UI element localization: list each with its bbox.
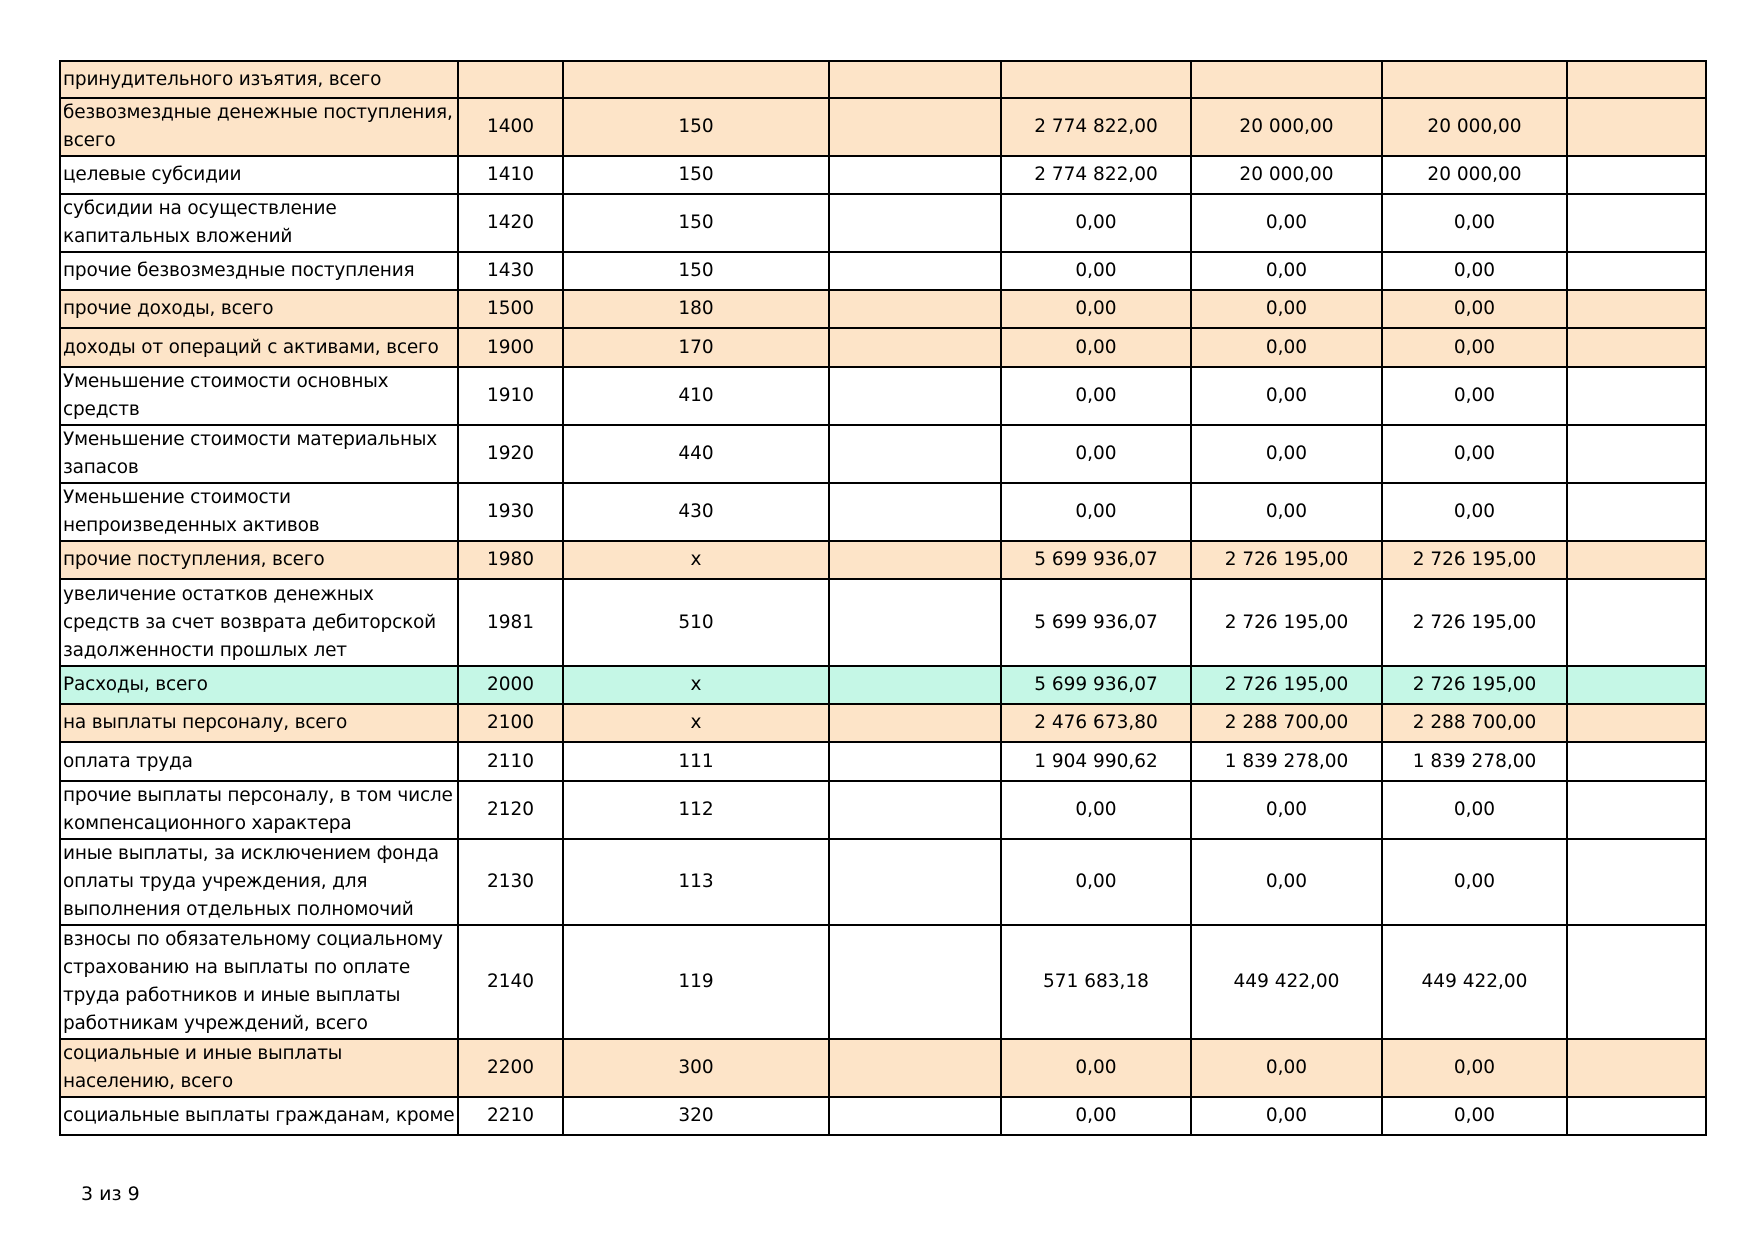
- table-row: [60, 541, 1706, 579]
- row-value-3-cell: 2 726 195,00: [1382, 579, 1567, 666]
- row-value-1-cell: 0,00: [1001, 194, 1191, 252]
- row-extra-cell: [829, 1097, 1001, 1135]
- table-row: [60, 290, 1706, 328]
- row-kosgu-cell: 150: [563, 194, 829, 252]
- row-kosgu-cell: 113: [563, 839, 829, 925]
- row-code-cell: 2000: [458, 666, 563, 704]
- row-extra-cell: [829, 367, 1001, 425]
- row-value-1-cell: 0,00: [1001, 252, 1191, 290]
- row-value-3-cell: 0,00: [1382, 367, 1567, 425]
- row-extra-cell: [829, 541, 1001, 579]
- row-last-cell: [1567, 1097, 1706, 1135]
- table-row: [60, 156, 1706, 194]
- table-row: [60, 1039, 1706, 1097]
- row-last-cell: [1567, 839, 1706, 925]
- row-value-2-cell: 2 288 700,00: [1191, 704, 1382, 742]
- row-value-1-cell: 0,00: [1001, 1097, 1191, 1135]
- row-last-cell: [1567, 666, 1706, 704]
- row-value-3-cell: 0,00: [1382, 1097, 1567, 1135]
- row-value-2-cell: 0,00: [1191, 483, 1382, 541]
- row-name-cell: прочие доходы, всего: [60, 290, 458, 328]
- row-value-3-cell: 449 422,00: [1382, 925, 1567, 1039]
- row-value-3-cell: 2 726 195,00: [1382, 666, 1567, 704]
- row-value-1-cell: 1 904 990,62: [1001, 742, 1191, 781]
- row-last-cell: [1567, 704, 1706, 742]
- row-name-cell: оплата труда: [60, 742, 458, 781]
- row-last-cell: [1567, 483, 1706, 541]
- row-value-3-cell: 2 288 700,00: [1382, 704, 1567, 742]
- row-name-cell: на выплаты персоналу, всего: [60, 704, 458, 742]
- row-last-cell: [1567, 156, 1706, 194]
- row-name-cell: прочие безвозмездные поступления: [60, 252, 458, 290]
- row-last-cell: [1567, 541, 1706, 579]
- row-value-1-cell: 0,00: [1001, 483, 1191, 541]
- row-value-3-cell: 0,00: [1382, 328, 1567, 367]
- table-row: [60, 925, 1706, 1039]
- table-row: [60, 61, 1706, 98]
- row-kosgu-cell: x: [563, 704, 829, 742]
- row-kosgu-cell: 150: [563, 252, 829, 290]
- row-name-cell: Уменьшение стоимости непроизведенных активов: [60, 483, 458, 541]
- page-number: 3 из 9: [81, 1183, 140, 1205]
- row-last-cell: [1567, 252, 1706, 290]
- row-value-2-cell: 0,00: [1191, 781, 1382, 839]
- table-row: [60, 425, 1706, 483]
- row-code-cell: 1980: [458, 541, 563, 579]
- row-extra-cell: [829, 666, 1001, 704]
- row-code-cell: 1500: [458, 290, 563, 328]
- row-name-cell: целевые субсидии: [60, 156, 458, 194]
- row-name-cell: прочие поступления, всего: [60, 541, 458, 579]
- row-extra-cell: [829, 98, 1001, 156]
- row-value-1-cell: 2 774 822,00: [1001, 156, 1191, 194]
- row-value-3-cell: 0,00: [1382, 1039, 1567, 1097]
- row-kosgu-cell: 300: [563, 1039, 829, 1097]
- row-name-cell: Уменьшение стоимости материальных запасов: [60, 425, 458, 483]
- row-value-2-cell: 0,00: [1191, 1039, 1382, 1097]
- row-code-cell: 1430: [458, 252, 563, 290]
- row-code-cell: 2200: [458, 1039, 563, 1097]
- row-value-3-cell: 2 726 195,00: [1382, 541, 1567, 579]
- row-code-cell: 2130: [458, 839, 563, 925]
- row-name-cell: иные выплаты, за исключением фонда оплаты труда учреждения, для выполнения отдельных полномочий: [60, 839, 458, 925]
- row-last-cell: [1567, 425, 1706, 483]
- row-extra-cell: [829, 839, 1001, 925]
- row-extra-cell: [829, 579, 1001, 666]
- row-code-cell: 1900: [458, 328, 563, 367]
- row-value-3-cell: 0,00: [1382, 839, 1567, 925]
- row-value-2-cell: [1191, 61, 1382, 98]
- row-code-cell: 1400: [458, 98, 563, 156]
- row-code-cell: 1420: [458, 194, 563, 252]
- row-last-cell: [1567, 328, 1706, 367]
- row-value-2-cell: 2 726 195,00: [1191, 541, 1382, 579]
- row-value-2-cell: 0,00: [1191, 367, 1382, 425]
- row-extra-cell: [829, 252, 1001, 290]
- row-value-1-cell: [1001, 61, 1191, 98]
- row-value-2-cell: 20 000,00: [1191, 98, 1382, 156]
- row-extra-cell: [829, 61, 1001, 98]
- row-extra-cell: [829, 925, 1001, 1039]
- row-extra-cell: [829, 742, 1001, 781]
- row-kosgu-cell: 430: [563, 483, 829, 541]
- row-value-1-cell: 0,00: [1001, 367, 1191, 425]
- row-last-cell: [1567, 1039, 1706, 1097]
- table-row: [60, 579, 1706, 666]
- row-name-cell: безвозмездные денежные поступления, всего: [60, 98, 458, 156]
- row-code-cell: 1981: [458, 579, 563, 666]
- table-row: [60, 839, 1706, 925]
- row-value-2-cell: 2 726 195,00: [1191, 666, 1382, 704]
- row-value-1-cell: 5 699 936,07: [1001, 666, 1191, 704]
- row-extra-cell: [829, 425, 1001, 483]
- row-name-cell: увеличение остатков денежных средств за счет возврата дебиторской задолженности прошлых лет: [60, 579, 458, 666]
- row-extra-cell: [829, 1039, 1001, 1097]
- row-kosgu-cell: 170: [563, 328, 829, 367]
- row-kosgu-cell: 112: [563, 781, 829, 839]
- row-value-1-cell: 0,00: [1001, 328, 1191, 367]
- table-row: [60, 704, 1706, 742]
- table-row: [60, 483, 1706, 541]
- row-value-3-cell: 0,00: [1382, 483, 1567, 541]
- row-extra-cell: [829, 781, 1001, 839]
- row-name-cell: принудительного изъятия, всего: [60, 61, 458, 98]
- row-value-2-cell: 449 422,00: [1191, 925, 1382, 1039]
- row-last-cell: [1567, 61, 1706, 98]
- row-extra-cell: [829, 328, 1001, 367]
- table-row: [60, 194, 1706, 252]
- table-row: [60, 328, 1706, 367]
- row-last-cell: [1567, 925, 1706, 1039]
- row-value-3-cell: 0,00: [1382, 194, 1567, 252]
- table-row: [60, 1097, 1706, 1135]
- row-kosgu-cell: [563, 61, 829, 98]
- row-value-3-cell: 0,00: [1382, 781, 1567, 839]
- row-value-3-cell: 0,00: [1382, 425, 1567, 483]
- row-value-1-cell: 2 476 673,80: [1001, 704, 1191, 742]
- row-code-cell: 1930: [458, 483, 563, 541]
- row-code-cell: 2100: [458, 704, 563, 742]
- table-row: [60, 781, 1706, 839]
- row-name-cell: Расходы, всего: [60, 666, 458, 704]
- row-name-cell: Уменьшение стоимости основных средств: [60, 367, 458, 425]
- table-row: [60, 666, 1706, 704]
- row-value-2-cell: 0,00: [1191, 425, 1382, 483]
- row-value-3-cell: 20 000,00: [1382, 98, 1567, 156]
- row-kosgu-cell: 150: [563, 156, 829, 194]
- row-value-1-cell: 5 699 936,07: [1001, 541, 1191, 579]
- row-value-3-cell: [1382, 61, 1567, 98]
- row-value-1-cell: 571 683,18: [1001, 925, 1191, 1039]
- row-extra-cell: [829, 290, 1001, 328]
- row-kosgu-cell: x: [563, 541, 829, 579]
- financial-plan-table: [59, 60, 1707, 1136]
- row-code-cell: 1910: [458, 367, 563, 425]
- row-code-cell: 2110: [458, 742, 563, 781]
- row-name-cell: социальные и иные выплаты населению, всего: [60, 1039, 458, 1097]
- row-value-3-cell: 1 839 278,00: [1382, 742, 1567, 781]
- row-kosgu-cell: 111: [563, 742, 829, 781]
- row-extra-cell: [829, 194, 1001, 252]
- row-name-cell: субсидии на осуществление капитальных вложений: [60, 194, 458, 252]
- row-last-cell: [1567, 194, 1706, 252]
- row-kosgu-cell: 440: [563, 425, 829, 483]
- row-value-1-cell: 0,00: [1001, 781, 1191, 839]
- row-last-cell: [1567, 742, 1706, 781]
- row-last-cell: [1567, 367, 1706, 425]
- row-value-2-cell: 0,00: [1191, 1097, 1382, 1135]
- table-row: [60, 367, 1706, 425]
- row-extra-cell: [829, 483, 1001, 541]
- table-row: [60, 742, 1706, 781]
- row-value-2-cell: 2 726 195,00: [1191, 579, 1382, 666]
- row-kosgu-cell: 180: [563, 290, 829, 328]
- row-value-1-cell: 0,00: [1001, 1039, 1191, 1097]
- row-last-cell: [1567, 290, 1706, 328]
- row-value-2-cell: 0,00: [1191, 290, 1382, 328]
- row-value-2-cell: 0,00: [1191, 328, 1382, 367]
- row-kosgu-cell: 320: [563, 1097, 829, 1135]
- row-last-cell: [1567, 579, 1706, 666]
- row-last-cell: [1567, 781, 1706, 839]
- row-code-cell: 2210: [458, 1097, 563, 1135]
- row-last-cell: [1567, 98, 1706, 156]
- row-value-1-cell: 5 699 936,07: [1001, 579, 1191, 666]
- row-code-cell: 1920: [458, 425, 563, 483]
- row-name-cell: социальные выплаты гражданам, кроме: [60, 1097, 458, 1135]
- row-value-1-cell: 2 774 822,00: [1001, 98, 1191, 156]
- row-kosgu-cell: 510: [563, 579, 829, 666]
- row-value-1-cell: 0,00: [1001, 839, 1191, 925]
- row-name-cell: доходы от операций с активами, всего: [60, 328, 458, 367]
- row-value-2-cell: 0,00: [1191, 252, 1382, 290]
- row-code-cell: 1410: [458, 156, 563, 194]
- row-value-2-cell: 1 839 278,00: [1191, 742, 1382, 781]
- row-value-3-cell: 0,00: [1382, 290, 1567, 328]
- row-value-2-cell: 0,00: [1191, 839, 1382, 925]
- row-code-cell: [458, 61, 563, 98]
- row-kosgu-cell: 410: [563, 367, 829, 425]
- table-row: [60, 252, 1706, 290]
- row-value-3-cell: 0,00: [1382, 252, 1567, 290]
- row-extra-cell: [829, 156, 1001, 194]
- row-name-cell: прочие выплаты персоналу, в том числе компенсационного характера: [60, 781, 458, 839]
- row-value-3-cell: 20 000,00: [1382, 156, 1567, 194]
- row-name-cell: взносы по обязательному социальному страхованию на выплаты по оплате труда работников и иные выплаты работникам учреждений, всего: [60, 925, 458, 1039]
- row-value-1-cell: 0,00: [1001, 425, 1191, 483]
- row-value-1-cell: 0,00: [1001, 290, 1191, 328]
- row-code-cell: 2120: [458, 781, 563, 839]
- row-kosgu-cell: 119: [563, 925, 829, 1039]
- row-code-cell: 2140: [458, 925, 563, 1039]
- row-extra-cell: [829, 704, 1001, 742]
- row-kosgu-cell: 150: [563, 98, 829, 156]
- table-row: [60, 98, 1706, 156]
- row-value-2-cell: 20 000,00: [1191, 156, 1382, 194]
- row-kosgu-cell: x: [563, 666, 829, 704]
- row-value-2-cell: 0,00: [1191, 194, 1382, 252]
